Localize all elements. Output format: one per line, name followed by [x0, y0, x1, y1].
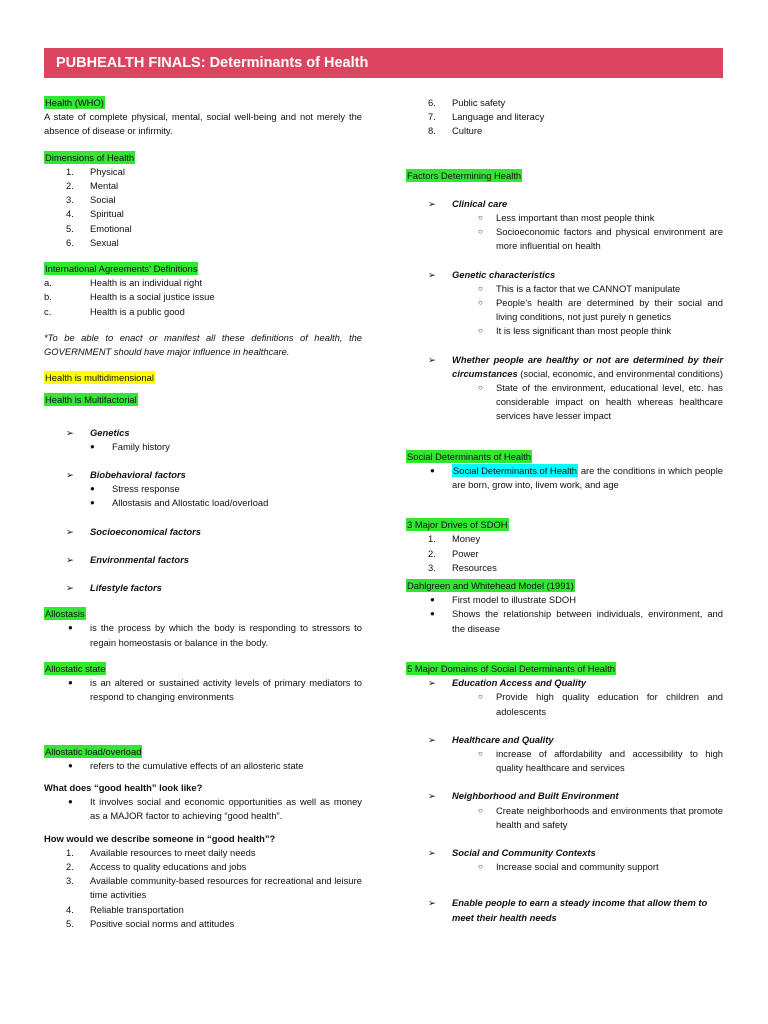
arrow-bullet-icon: ➢: [428, 677, 436, 689]
list-item: 4. Reliable transportation: [66, 903, 184, 915]
describe-list: [44, 846, 362, 931]
list-item: a. Health is an individual right: [44, 277, 203, 289]
government-note: *To be able to enact or manifest all these definitions of health, the GOVERNMENT should have major influence in healthcare.: [44, 331, 362, 358]
list-item: ● is the process by which the body is responding to stressors to regain homeostasis or balance in the body.: [68, 622, 362, 648]
factor-environmental: ➢ Environmental factors: [44, 553, 362, 567]
list-item: 2. Access to quality educations and jobs: [66, 860, 247, 872]
list-item: 6. Sexual: [66, 236, 119, 248]
arrow-bullet-icon: ➢: [428, 268, 436, 280]
heading-dahlgren: Dahlgreen and Whitehead Model (1991): [407, 580, 574, 592]
sdoh-highlight: Social Determinants of Health: [453, 464, 578, 476]
domain-healthcare: ➢ Healthcare and Quality: [406, 733, 723, 747]
list-item: ● Shows the relationship between individuals, environment, and the disease: [430, 608, 723, 634]
list-item: 2. Mental: [66, 180, 119, 192]
list-item: ● Stress response: [90, 483, 180, 495]
list-item: 1. Physical: [66, 165, 125, 177]
factor-socioeconomical: ➢ Socioeconomical factors: [44, 525, 362, 539]
list-item: 2. Power: [428, 547, 479, 559]
list-item: ● Allostasis and Allostatic load/overload: [90, 497, 269, 509]
list-item: 5. Emotional: [66, 222, 132, 234]
heading-intl-definitions: International Agreements' Definitions: [45, 263, 198, 275]
list-item: ● Social Determinants of Health are the conditions in which people are born, grow into, livem work, and age: [430, 464, 723, 491]
list-item: 3. Available community-based resources for recreational and leisure time activities: [66, 875, 362, 901]
list-item: ○ It is less significant than most people think: [478, 325, 672, 337]
list-item: 7. Language and literacy: [428, 111, 545, 123]
factor-circumstances: ➢ Whether people are healthy or not are determined by their circumstances (social, economic, and environmental conditions): [428, 353, 723, 379]
list-item: 6. Public safety: [428, 97, 506, 108]
factor-biobehavioral: ➢ Biobehavioral factors: [44, 468, 362, 482]
list-item: ● is an altered or sustained activity levels of primary mediators to respond to changing environments: [68, 677, 362, 703]
list-item: ○ Provide high quality education for children and adolescents: [478, 691, 723, 717]
list-item: ○ Create neighborhoods and environments that promote health and safety: [478, 804, 723, 830]
left-column: [44, 96, 362, 931]
arrow-bullet-icon: ➢: [428, 733, 436, 745]
list-item: ○ increase of affordability and accessibility to high quality healthcare and services: [478, 747, 723, 774]
right-column: [406, 96, 723, 925]
factor-genetic-characteristics: ➢ Genetic characteristics: [406, 268, 723, 282]
arrow-bullet-icon: ➢: [428, 846, 436, 858]
factor-genetics: ➢ Genetics: [44, 426, 362, 440]
list-item: b. Health is a social justice issue: [44, 291, 215, 303]
describe-list-continued: [406, 96, 723, 139]
list-item: 4. Spiritual: [66, 208, 124, 220]
arrow-bullet-icon: ➢: [428, 897, 436, 909]
heading-factors-determining: Factors Determining Health: [407, 169, 522, 181]
list-item: ○ State of the environment, educational level, etc. has considerable impact on health whereas healthcare services have lesser impact: [478, 382, 723, 422]
list-item: ● refers to the cumulative effects of an allosteric state: [68, 759, 304, 771]
list-item: ○ People’s health are determined by their social and living conditions, not just purely n genetics: [478, 297, 723, 323]
arrow-bullet-icon: ➢: [66, 426, 74, 438]
heading-describe-good-health: How would we describe someone in “good health”?: [44, 832, 276, 844]
factor-clinical-care: ➢ Clinical care: [406, 197, 723, 211]
list-item: 1. Money: [428, 533, 481, 545]
list-item: 3. Resources: [428, 561, 497, 573]
heading-major-domains: 5 Major Domains of Social Determinants of Health: [407, 662, 615, 674]
arrow-bullet-icon: ➢: [66, 525, 74, 537]
list-item: 3. Social: [66, 194, 116, 206]
list-item: ● It involves social and economic opportunities as well as money as a MAJOR factor to achieving “good health”.: [68, 796, 362, 822]
list-item: 1. Available resources to meet daily needs: [66, 846, 256, 858]
page-title: PUBHEALTH FINALS: Determinants of Health: [44, 48, 723, 78]
list-item: ○ Increase social and community support: [478, 861, 659, 873]
list-item: 8. Culture: [428, 125, 483, 137]
arrow-bullet-icon: ➢: [428, 790, 436, 802]
heading-health-who: Health (WHO): [45, 97, 104, 108]
heading-multifactorial: Health is Multifactorial: [45, 394, 137, 406]
domain-neighborhood: ➢ Neighborhood and Built Environment: [406, 789, 723, 803]
heading-dimensions: Dimensions of Health: [45, 151, 135, 163]
domain-education: ➢ Education Access and Quality: [406, 676, 723, 690]
drives-list: [406, 532, 723, 575]
arrow-bullet-icon: ➢: [66, 469, 74, 481]
list-item: ● Family history: [90, 440, 170, 452]
heading-sdoh: Social Determinants of Health: [407, 450, 532, 462]
heading-allostatic-state: Allostatic state: [45, 662, 106, 674]
list-item: ○ This is a factor that we CANNOT manipulate: [478, 282, 681, 294]
list-item: ○ Socioeconomic factors and physical environment are more influential on health: [478, 226, 723, 252]
heading-allostasis: Allostasis: [45, 608, 85, 620]
arrow-bullet-icon: ➢: [66, 553, 74, 565]
arrow-bullet-icon: ➢: [428, 197, 436, 209]
intl-list: [44, 276, 362, 319]
list-item: ○ Less important than most people think: [478, 212, 655, 224]
list-item: ● First model to illustrate SDOH: [430, 594, 576, 606]
heading-multidimensional: Health is multidimensional: [45, 372, 154, 384]
list-item: 5. Positive social norms and attitudes: [66, 917, 235, 929]
heading-allostatic-load: Allostatic load/overload: [45, 745, 142, 757]
arrow-bullet-icon: ➢: [428, 353, 436, 365]
dimensions-list: [44, 165, 362, 250]
factor-lifestyle: ➢ Lifestyle factors: [44, 581, 362, 595]
list-item: c. Health is a public good: [44, 305, 185, 317]
health-who-text: A state of complete physical, mental, social well-being and not merely the absence of disease or infirmity.: [44, 111, 362, 137]
domain-income: ➢ Enable people to earn a steady income that allow them to meet their health needs: [428, 897, 708, 923]
arrow-bullet-icon: ➢: [66, 582, 74, 594]
domain-social-community: ➢ Social and Community Contexts: [406, 846, 723, 860]
heading-major-drives: 3 Major Drives of SDOH: [407, 519, 508, 531]
heading-good-health: What does “good health” look like?: [44, 781, 203, 793]
